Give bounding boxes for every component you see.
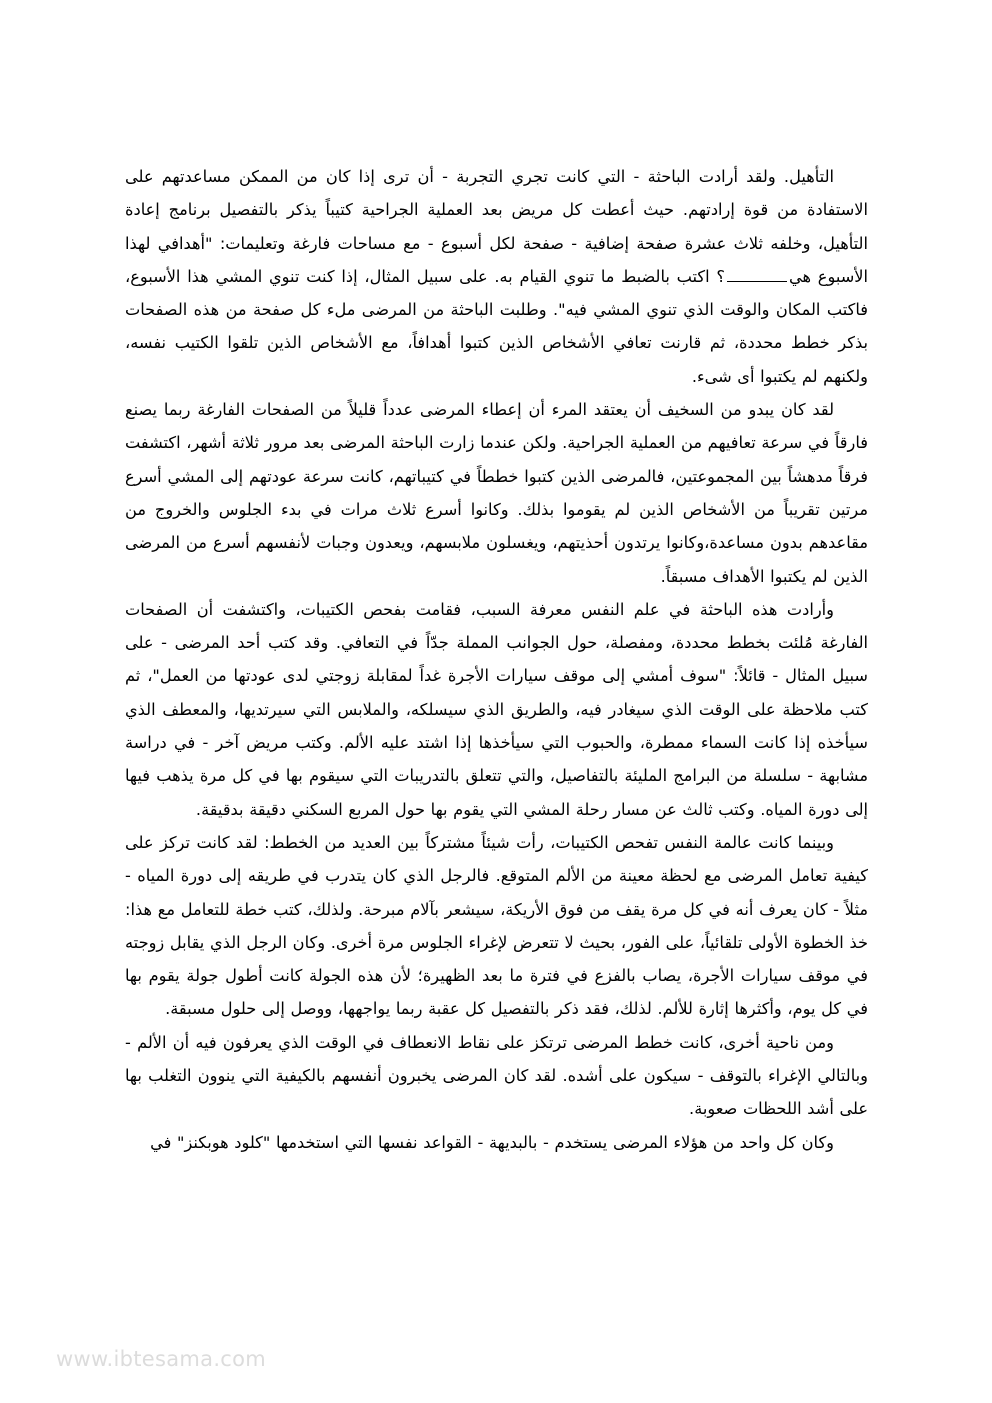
paragraph-2: لقد كان يبدو من السخيف أن يعتقد المرء أن إعطاء المرضى عدداً قليلاً من الصفحات الفارغة ربما يصنع فارقاً في سرعة تعافيهم من العملية الجراحية. ولكن عندما زارت الباحثة المرضى بعد مرور ثلاثة أشهر، اكتشفت فرقاً مدهشاً بين المجموعتين، فالمرضى الذين كتبوا خططاً في كتيباتهم، كانت سرعة عودتهم إلى المشي أسرع مرتين تقريباً من الأشخاص الذين لم يقوموا بذلك. وكانوا أسرع ثلاث مرات في بدء الجلوس والخروج من مقاعدهم بدون مساعدة،وكانوا يرتدون أحذيتهم، ويغسلون ملابسهم، ويعدون وجبات لأنفسهم أسرع من المرضى الذين لم يكتبوا الأهداف مسبقاً.: [125, 400, 868, 586]
paragraph-3: وأرادت هذه الباحثة في علم النفس معرفة السبب، فقامت بفحص الكتيبات، واكتشفت أن الصفحات الفارغة مُلئت بخطط محددة، ومفصلة، حول الجوانب المملة جدّاً في التعافي. وقد كتب أحد المرضى - على سبيل المثال - قائلاً: "سوف أمشي إلى موقف سيارات الأجرة غداً لمقابلة زوجتي لدى عودتها من العمل"، ثم كتب ملاحظة على الوقت الذي سيغادر فيه، والطريق الذي سيسلكه، والملابس التي سيرتديها، والمعطف الذي سيأخذه إذا كانت السماء ممطرة، والحبوب التي سيأخذها إذا اشتد عليه الألم. وكتب مريض آخر - في دراسة مشابهة - سلسلة من البرامج المليئة بالتفاصيل، والتي تتعلق بالتدريبات التي سيقوم بها في كل مرة يذهب فيها إلى دورة المياه. وكتب ثالث عن مسار رحلة المشي التي يقوم بها حول المربع السكني دقيقة بدقيقة.: [125, 599, 868, 819]
site-watermark: www.ibtesama.com: [56, 1347, 267, 1371]
document-text-column: [125, 160, 868, 1159]
paragraph-1-text-before-blank: التأهيل. ولقد أرادت الباحثة - التي كانت تجري التجربة - أن ترى إذا كان من الممكن مساعدتهم على الاستفادة من قوة إرادتهم. حيث أعطت كل مريض بعد العملية الجراحية كتيباً يذكر بالتفصيل برنامج إعادة التأهيل، وخلفه ثلاث عشرة صفحة إضافية - صفحة لكل أسبوع - مع مساحات فارغة وتعليمات: "أهدافي لهذا الأسبوع هي: [125, 167, 868, 286]
paragraph-4: وبينما كانت عالمة النفس تفحص الكتيبات، رأت شيئاً مشتركاً بين العديد من الخطط: لقد كانت تركز على كيفية تعامل المرضى مع لحظة معينة من الألم المتوقع. فالرجل الذي كان يتدرب في طريقه إلى دورة المياه - مثلاً - كان يعرف أنه في كل مرة يقف من فوق الأريكة، سيشعر بآلام مبرحة. ولذلك، كتب خطة للتعامل مع هذا: خذ الخطوة الأولى تلقائياً، على الفور، بحيث لا تتعرض لإغراء الجلوس مرة أخرى. وكان الرجل الذي يقابل زوجته في موقف سيارات الأجرة، يصاب بالفزع في فترة ما بعد الظهيرة؛ لأن هذه الجولة كانت أطول جولة يقوم بها في كل يوم، وأكثرها إثارة للألم. لذلك، فقد ذكر بالتفصيل كل عقبة ربما يواجهها، ووصل إلى حلول مسبقة.: [125, 832, 868, 1019]
paragraph-1-text-after-blank: ؟ اكتب بالضبط ما تنوي القيام به. على سبيل المثال، إذا كنت تنوي المشي هذا الأسبوع، فاكتب المكان والوقت الذي تنوي المشي فيه". وطلبت الباحثة من المرضى ملء كل صفحة من هذه الصفحات بذكر خطط محددة، ثم قارنت تعافي الأشخاص الذين كتبوا أهدافاً، مع الأشخاص الذين تلقوا الكتيب نفسه، ولكنهم لم يكتبوا أى شىء.: [125, 266, 868, 386]
blank-fill-line: [727, 267, 787, 282]
paragraph-1: [125, 160, 868, 393]
paragraph-5: ومن ناحية أخرى، كانت خطط المرضى ترتكز على نقاط الانعطاف في الوقت الذي يعرفون فيه أن الألم - وبالتالي الإغراء بالتوقف - سيكون على أشده. لقد كان المرضى يخبرون أنفسهم بالكيفية التي ينوون التغلب بها على أشد اللحظات صعوبة.: [125, 1032, 868, 1119]
paragraph-6: وكان كل واحد من هؤلاء المرضى يستخدم - بالبديهة - القواعد نفسها التي استخدمها "كلود هوبكنز" في: [150, 1132, 834, 1152]
